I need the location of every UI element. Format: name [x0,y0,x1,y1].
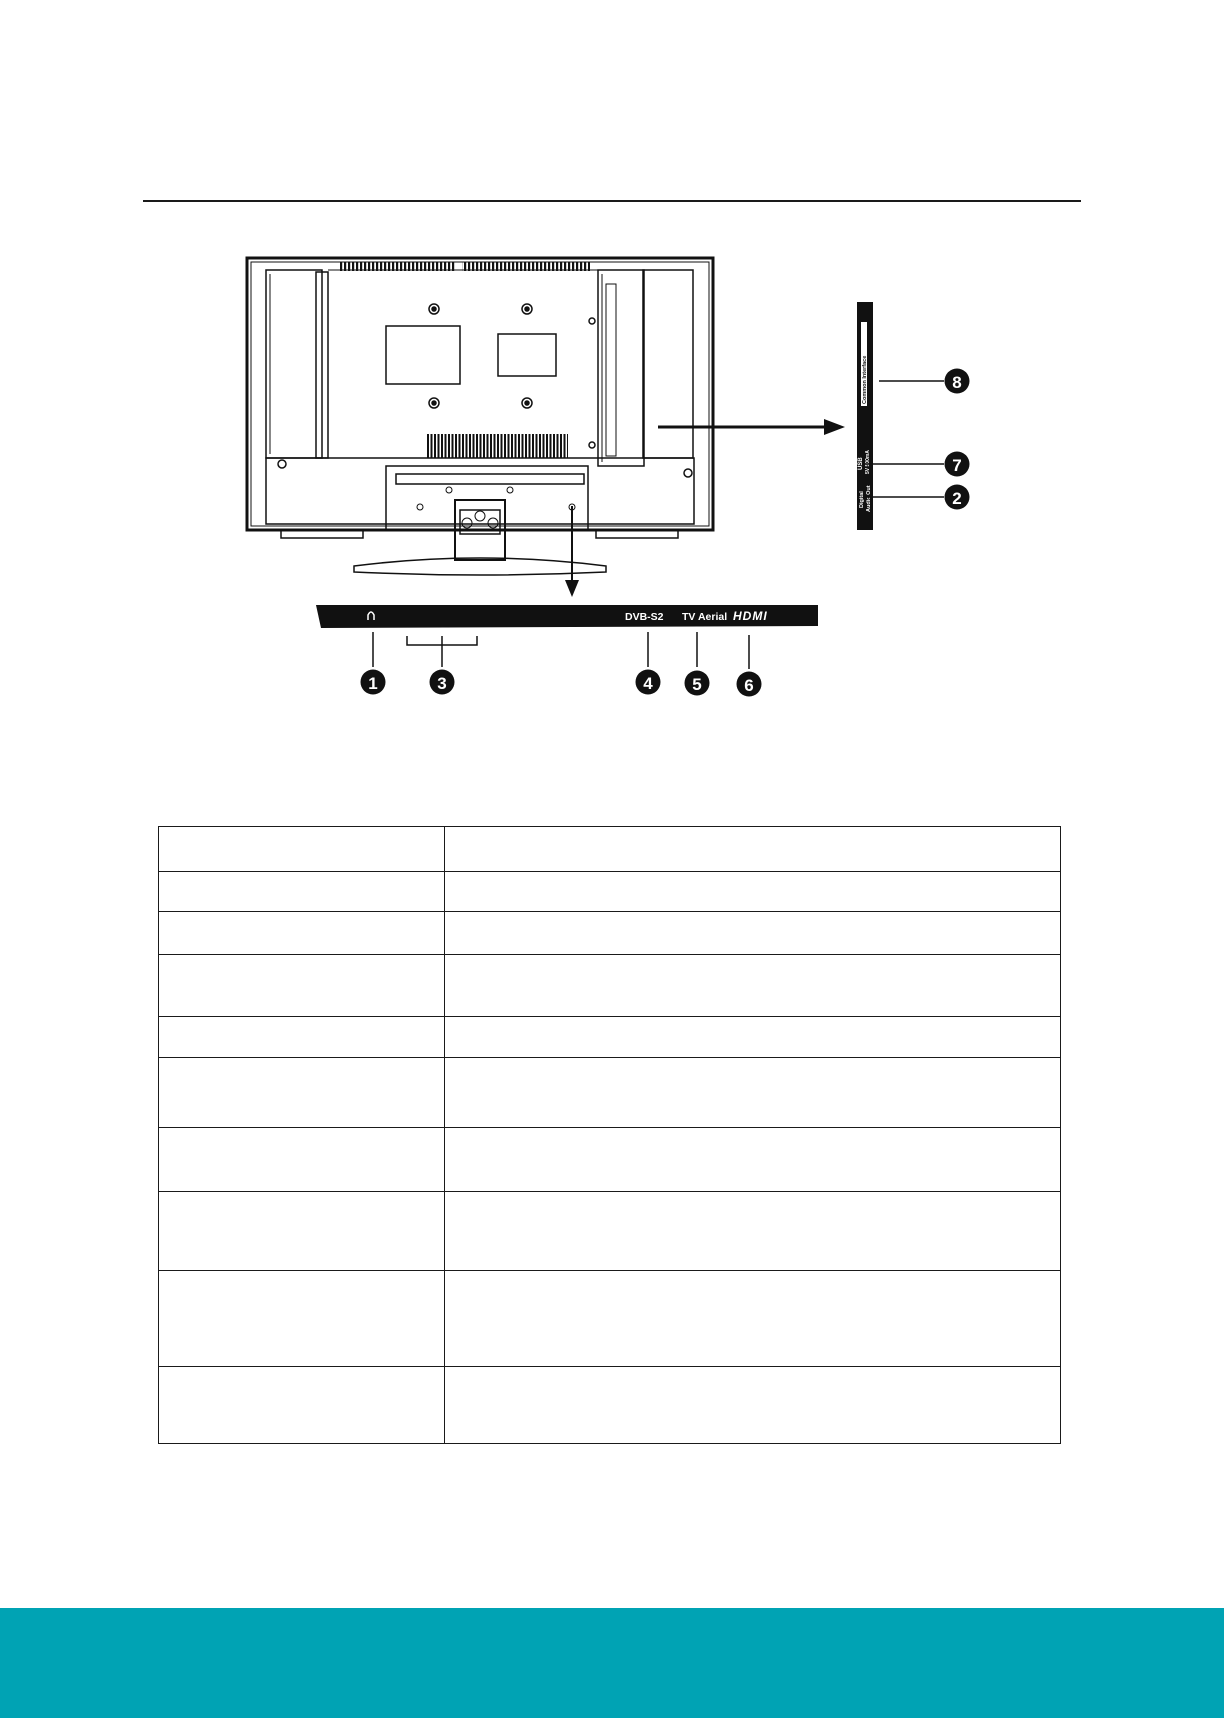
bottom-connector-panel [316,605,818,628]
table-row [159,1192,1061,1271]
table-cell [159,1058,445,1128]
footer-band [0,1608,1224,1718]
table-row [159,1367,1061,1444]
table-row [159,1128,1061,1192]
connections-table [158,826,1061,1444]
table-cell [159,912,445,955]
top-vent [340,262,590,271]
digital-label: Digital [859,491,865,508]
table-cell [445,1192,1061,1271]
callout-8 [945,369,970,394]
table-row [159,872,1061,912]
svg-text:1: 1 [368,674,378,693]
table-cell [159,1271,445,1367]
table-cell [445,1367,1061,1444]
arrow-to-bottom-panel [565,506,579,597]
svg-text:8: 8 [952,373,962,392]
table-cell [445,1017,1061,1058]
table-cell [445,1128,1061,1192]
table-cell [445,1271,1061,1367]
svg-text:2: 2 [952,489,962,508]
callout-1 [361,670,386,695]
usb-label: USB [858,457,864,470]
table-row [159,827,1061,872]
svg-text:4: 4 [643,674,653,693]
table-cell [159,872,445,912]
audio-out-label: Audio Out [866,485,872,512]
callout-5 [685,671,710,696]
svg-text:7: 7 [952,456,962,475]
svg-text:6: 6 [744,676,754,695]
table-cell [159,1192,445,1271]
callout-3 [430,670,455,695]
table-row [159,955,1061,1017]
callout-2 [945,485,970,510]
aerial-label: TV Aerial [682,611,728,623]
callout-numbers [361,369,970,697]
table-row [159,1017,1061,1058]
dvb-label: DVB-S2 [625,611,664,623]
table-cell [445,1058,1061,1128]
table-cell [159,1128,445,1192]
ci-label: Common Interface [862,355,868,404]
table-row [159,1271,1061,1367]
table-cell [159,1017,445,1058]
tv-body [247,258,713,575]
usb-spec: 5V 500mA [865,450,871,474]
table-cell [445,872,1061,912]
hdmi-label: HDMI [733,609,768,623]
table-cell [159,1367,445,1444]
svg-text:5: 5 [692,675,702,694]
table-cell [445,955,1061,1017]
table-row [159,912,1061,955]
table-cell [159,827,445,872]
table-cell [445,912,1061,955]
tv-rear-diagram [0,0,1224,720]
arrow-to-side-panel [658,419,845,435]
callout-7 [945,452,970,477]
svg-text:3: 3 [437,674,447,693]
table-cell [159,955,445,1017]
callout-6 [737,672,762,697]
table-cell [445,827,1061,872]
callout-4 [636,670,661,695]
side-connector-panel [857,302,873,530]
table-row [159,1058,1061,1128]
